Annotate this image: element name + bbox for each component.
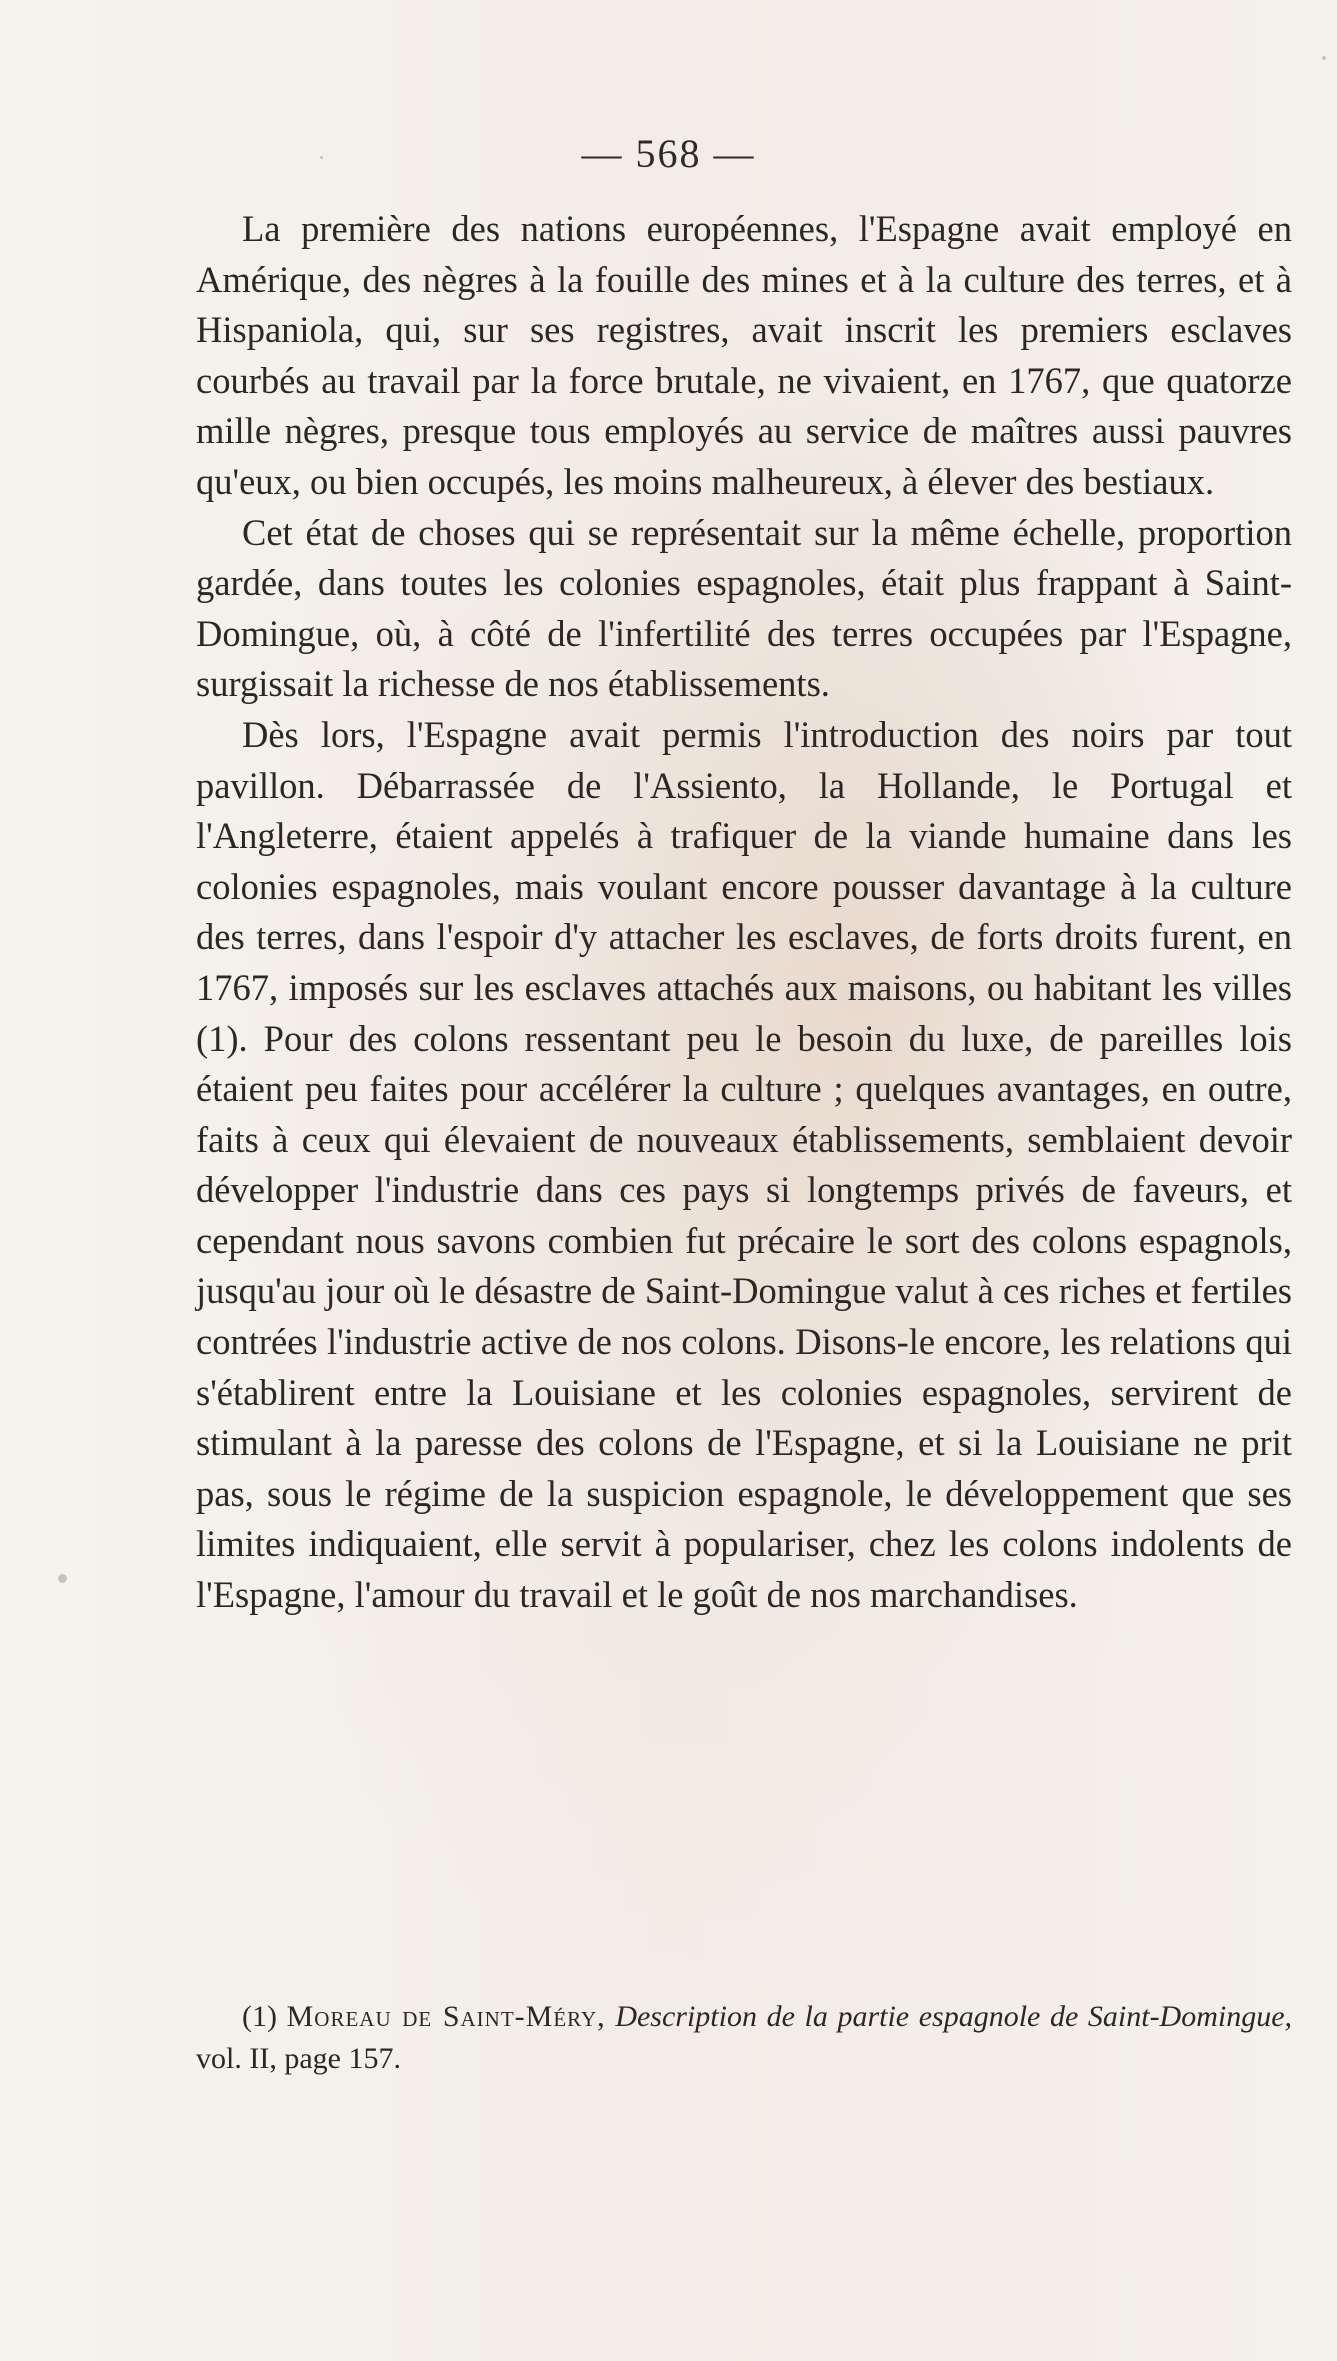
footnote-author: Moreau de Saint-Méry, (286, 2000, 606, 2033)
page-number: — 568 — (581, 131, 756, 176)
paragraph: Cet état de choses qui se représentait sur la même échelle, proportion gardée, dans toutes les colonies espagnoles, était plus frappant à Saint-Domingue, où, à côté de l'infertilité des terres occupées par l'Espagne, surgissait la richesse de nos établissements. (196, 511, 1292, 705)
paragraph: Dès lors, l'Espagne avait permis l'introduction des noirs par tout pavillon. Débarrassée de l'Assiento, la Hollande, le Portugal et l'Angleterre, étaient appelés à trafiquer de la viande humaine dans les colonies espagnoles, mais voulant encore pousser davantage à la culture des terres, dans l'espoir d'y attacher les esclaves, de forts droits furent, en 1767, imposés sur les esclaves attachés aux maisons, ou habitant les villes (1). Pour des colons ressentant peu le besoin du luxe, de pareilles lois étaient peu faites pour accélérer la culture ; quelques avantages, en outre, faits à ceux qui élevaient de nouveaux établissements, semblaient devoir développer l'industrie dans ces pays si longtemps privés de faveurs, et cependant nous savons combien fut précaire le sort des colons espagnols, jusqu'au jour où le désastre de Saint-Domingue valut à ces riches et fertiles contrées l'industrie active de nos colons. Disons-le encore, les relations qui s'établirent entre la Louisiane et les colonies espagnoles, servirent de stimulant à la paresse des colons de l'Espagne, et si la Louisiane ne prit pas, sous le régime de la suspicion espagnole, le développement que ses limites indiquaient, elle servit à populariser, chez les colons indolents de l'Espagne, l'amour du travail et le goût de nos marchandises. (196, 713, 1292, 1616)
footnote-marker: (1) (242, 2000, 277, 2033)
paper-speck (1322, 56, 1326, 60)
footnote-reference: vol. II, page 157. (196, 2042, 401, 2075)
footnote-title: Description de la partie espagnole de Saint-Domingue, (615, 2000, 1293, 2033)
body-text (196, 204, 1292, 1621)
paper-speck (58, 1574, 67, 1583)
footnote (196, 1996, 1292, 2080)
paragraph: La première des nations européennes, l'Espagne avait employé en Amérique, des nègres à la fouille des mines et à la culture des terres, et à Hispaniola, qui, sur ses registres, avait inscrit les premiers esclaves courbés au travail par la force brutale, ne vivaient, en 1767, que quatorze mille nègres, presque tous employés au service de maîtres aussi pauvres qu'eux, ou bien occupés, les moins malheureux, à élever des bestiaux. (196, 208, 1292, 502)
